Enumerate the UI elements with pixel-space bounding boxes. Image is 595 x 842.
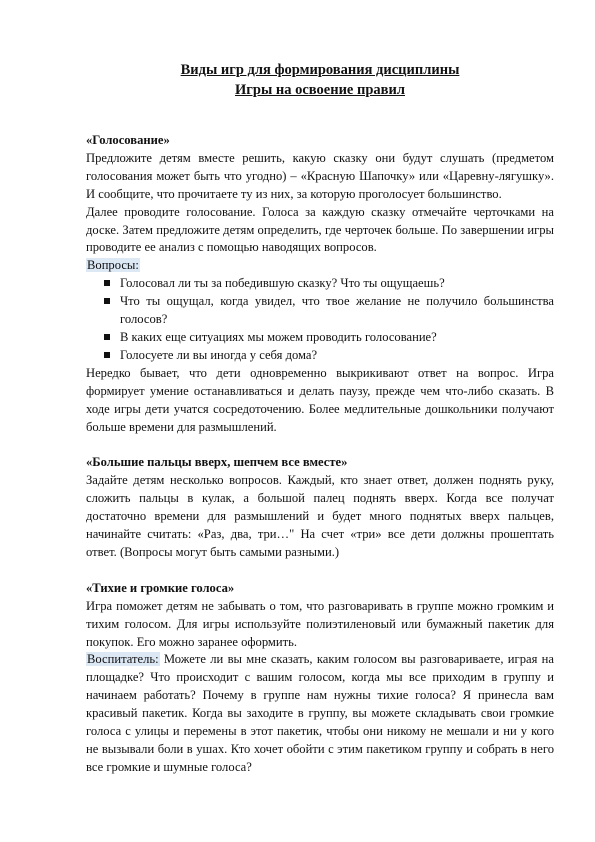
square-bullet-icon xyxy=(104,334,110,340)
square-bullet-icon xyxy=(104,298,110,304)
paragraph: Игра поможет детям не забывать о том, что разговаривать в группе можно громким и тихим голосом. Для игры используйте полиэтиленовый или бумажный пакетик для покупок. Его можно заранее оформить. xyxy=(86,598,554,649)
questions-label: Вопросы: xyxy=(87,258,139,273)
list-item: Голосовал ли ты за победившую сказку? Что ты ощущаешь? xyxy=(86,275,554,293)
section-quiet-loud-voices xyxy=(86,580,554,777)
questions-label-line xyxy=(86,257,554,275)
section-voting xyxy=(86,132,554,436)
section-heading: «Большие пальцы вверх, шепчем все вместе» xyxy=(86,455,348,470)
questions-list xyxy=(86,275,554,365)
document-title: Виды игр для формирования дисциплины xyxy=(180,62,460,78)
section-heading: «Тихие и громкие голоса» xyxy=(86,580,235,595)
section-heading: «Голосование» xyxy=(86,133,170,147)
section-thumbs-up xyxy=(86,454,554,561)
list-item: Голосуете ли вы иногда у себя дома? xyxy=(86,347,554,365)
paragraph: Далее проводите голосование. Голоса за каждую сказку отмечайте черточками на доске. Затем предложите детям определить, где черточек больше. По завершении игры проводите ее анализ с помощью наводящих вопросов. xyxy=(86,204,554,255)
paragraph: Предложите детям вместе решить, какую сказку они будут слушать (предметом голосования может быть что угодно) – «Красную Шапочку» или «Царевну-лягушку». И сообщите, что прочитаете ту из них, за которую проголосует большинство. xyxy=(86,150,554,201)
document-subtitle: Игры на освоение правил xyxy=(235,82,405,98)
paragraph: Нередко бывает, что дети одновременно выкрикивают ответ на вопрос. Игра формирует умение останавливаться и делать паузу, прежде чем что-либо сказать. В ходе игры дети учатся сосредоточению. Более медлительные дошкольники получают больше времени для размышлений. xyxy=(86,365,554,434)
teacher-label: Воспитатель: xyxy=(87,652,159,667)
document-body xyxy=(86,60,554,777)
teacher-paragraph xyxy=(86,651,554,776)
square-bullet-icon xyxy=(104,352,110,358)
teacher-text: Можете ли вы мне сказать, каким голосом вы разговариваете, играя на площадке? Что происходит с вашим голосом, когда мы все приходим в группу и начинаем работать? Почему в группе нам нужны тихие голоса? Я принесла вам красивый пакетик. Когда вы заходите в группу, вы можете складывать свои громкие голоса с улицы и перемены в этот пакетик, чтобы они никому не мешали и ни у кого не вызывали боли в ушах. Кто хочет обойти с этим пакетиком группу и собрать в него все громкие и шумные голоса? xyxy=(86,652,554,774)
paragraph: Задайте детям несколько вопросов. Каждый, кто знает ответ, должен поднять руку, сложить пальцы в кулак, а большой палец поднять вверх. Когда все получат достаточно времени для размышлений и будет много поднятых вверх пальцев, начинайте считать: «Раз, два, три…" На счет «три» все дети должны прошептать ответ. (Вопросы могут быть самыми разными.) xyxy=(86,473,554,559)
list-item: В каких еще ситуациях мы можем проводить голосование? xyxy=(86,329,554,347)
list-item: Что ты ощущал, когда увидел, что твое желание не получило большинства голосов? xyxy=(86,293,554,329)
square-bullet-icon xyxy=(104,280,110,286)
